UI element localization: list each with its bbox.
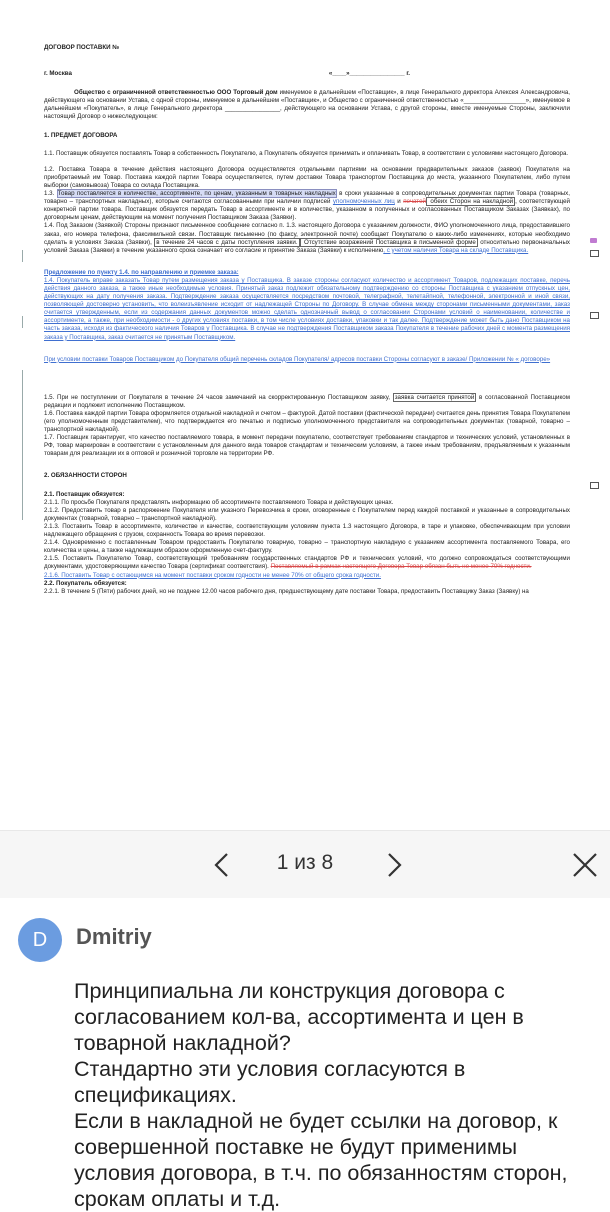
document-content	[44, 44, 570, 596]
page-indicator: 1 из 8	[276, 851, 334, 874]
chevron-left-icon	[213, 852, 231, 878]
comment-line: условия договора, в т.ч. по обязанностям сторон,	[74, 1161, 568, 1185]
date-placeholder: «____»________________ г.	[328, 70, 410, 78]
clause: 1.1. Поставщик обязуется поставлять Товар в собственность Покупателю, а Покупатель обязуется принимать и оплачивать Товар, в соответствии с условиями настоящего Договора.	[44, 149, 569, 157]
boxed-text: в течение 24 часов с даты поступления заявки.	[156, 238, 298, 246]
highlighted-text: Товар поставляется в количестве, ассортименте, по ценам, указанным в товарных накладных	[57, 190, 336, 198]
proposal-title: Предложение по пункту 1.4. по направлению и приемке заказа:	[44, 268, 239, 276]
preamble: Общество с ограниченной ответственностью ООО Торговый дом именуемое в дальнейшем «Поставщик», в лице Генерального директора Алексея Александровича, действующего на основании Устава, с одной стороны, именуемое в дальнейшем «Поставщик», и Общество с ограниченной ответственностью «__________________», именуемое в дальнейшем «Покупатель», в лице Генерального директора ________________, действующего на основании Устава, с другой стороны, вместе именуемые Стороны, заключили настоящий Договор о нижеследующем:	[44, 89, 570, 121]
change-bar	[22, 250, 23, 262]
proposal-text: 1.4. Покупатель вправе заказать Товар путем размещения заказа у Поставщика. В заказе стороны согласуют количество и ассортимент Товаров, подлежащих поставке, перечь действия данного заказа, а также иные необходимые условия. Принятый заказ подлежит обязательному подтверждению со стороны Поставщика с указанием отпускных цен, действующих на дату получения заказа. Подтверждение заказа осуществляется посредством почтовой, телеграфной, телетайпной, телефонной, электронной и иной связи, позволяющей достоверно установить, что волеизъявление исходит от надлежащей Стороны по Договору. В случае обмена между сторонами письменными документами, заказ считается утвержденным, если из содержания данных документов можно сделать однозначный вывод о согласовании Сторонами условий о наименовании, количестве и ассортименте, а также, при необходимости - о других условиях поставки, в том числе условиях доставки, упаковки и так далее. Подтверждение может быть дано Поставщиком на часть заказа, исходя из фактического наличия Товаров у Поставщика. В случае не подтверждения Поставщиком заказа Покупателя в течение рабочих дней с момента размещения заказа у Поставщика, заказ считается не принятым Поставщиком.	[44, 276, 570, 341]
close-button[interactable]	[565, 845, 605, 885]
prev-page-button[interactable]	[202, 845, 242, 885]
clause: 2.2.1. В течение 5 (Пяти) рабочих дней, но не позднее 12.00 часов рабочего дня, предшествующему дате поставки Товара, предоставить Поставщику Заказ (Заявку) на	[44, 587, 529, 595]
inserted-text: уполномоченных лиц	[332, 198, 395, 206]
next-page-button[interactable]	[374, 845, 414, 885]
clause-1-5: 1.5. При не поступлении от Покупателя в течение 24 часов замечаний на скорректированную Поставщиком заявку, заявка считается принятой в согласованной Поставщиком редакции и подлежит исполнению Поставщиком.	[44, 393, 570, 409]
clause: 1.6. Поставка каждой партии Товара оформляется отдельной накладной и счетом – фактурой. Датой поставки (фактической передачи) считается день принятия Товара Покупателем (его уполномоченным представителем), что подтверждается его печатью и подписью уполномоченного представителя на сопроводительных документах (товарной, товарно – транспортной накладной).	[44, 409, 570, 434]
inserted-text: , с учетом наличия Товара на складе Поставщика.	[383, 246, 529, 254]
clause: 2.1.3. Поставить Товар в ассортименте, количестве и качестве, соответствующим условиям пункта 1.3 настоящего Договора, в таре и упаковке, обеспечивающим при условии надлежащего обращения с грузом, сохранность Товара во время перевозки.	[44, 522, 570, 539]
comment-line: Принципиальна ли конструкция договора с	[74, 979, 505, 1003]
clause: 1.7. Поставщик гарантирует, что качество поставляемого товара, в момент передачи покупателю, соответствует требованиям стандартов и технических условий, установленных в РФ, товар маркирован в соответствии с установленным для данного вида товаров стандартам и техническим условиям, а также иным требованиям, предъявляемым к указанным товарам для реализации их в оптовой и розничной торговле на территории РФ.	[44, 434, 570, 458]
comment-marker-icon[interactable]	[590, 238, 597, 243]
clause-1-4: 1.4. Под Заказом (Заявкой) Стороны признают письменное сообщение согласно п. 1.3. настоящего Договора с указанием должности, ФИО уполномоченного лица, предоставившего заказ, его номера телефона, факсимильной связи. Поставщик письменно (по факсу, электронной почте) сообщает Покупателю о каких-либо изменениях, которые необходимо сделать в условиях Заказа (Заявки), в течение 24 часов с даты поступления заявки. Отсутствие возражений Поставщика в письменной форме относительно первоначальных условий Заказа (Заявки) в течение указанного срока означает его согласие и принятие Заказа (Заявки) к исполнению, с учетом наличия Товара на складе Поставщика.	[44, 222, 570, 254]
subsection-heading: 2.2. Покупатель обязуется:	[44, 579, 127, 587]
comment-line: срокам оплаты и т.д.	[74, 1187, 281, 1211]
document-title: ДОГОВОР ПОСТАВКИ №	[44, 44, 120, 51]
comment-line: совершенной поставке не будут применимы	[74, 1135, 518, 1159]
close-icon	[572, 852, 598, 878]
comment-line: Стандартно эти условия согласуются в	[74, 1057, 466, 1081]
comment-line: спецификациях.	[74, 1083, 237, 1107]
page-navigation-bar	[0, 830, 610, 899]
boxed-text: заявка считается принятой	[394, 393, 475, 401]
clause: 2.1.5. Поставить Покупателю Товар, соответствующий требованиям государственных стандартов РФ и технических условий, что должно сопровождаться соответствующими документами, удостоверяющими качество Товара (сертификат соответствия). Поставляемый в рамках настоящего Договора Товар обязан быть не менее 70% годности.	[44, 555, 570, 571]
boxed-text: Отсутствие возражений Поставщика в письменной форме	[301, 238, 476, 246]
proposal-text: При условии поставки Товаров Поставщиком до Покупателя общий перечень складов Покупателя/ адресов поставки Стороны согласуют в заказе/ Приложении № « договоре»	[44, 355, 551, 363]
avatar[interactable]: D	[18, 918, 62, 962]
comment-marker-icon[interactable]	[590, 482, 599, 489]
boxed-text: обеих Сторон на накладной	[427, 198, 514, 206]
chevron-right-icon	[385, 852, 403, 878]
change-bar	[22, 370, 23, 520]
deleted-text: печатей	[403, 198, 426, 206]
city: г. Москва	[44, 70, 72, 78]
subsection-heading: 2.1. Поставщик обязуется:	[44, 490, 125, 498]
clause-1-3: 1.3. Товар поставляется в количестве, ассортименте, по ценам, указанным в товарных накладных в сроки указанные в сопроводительных документах партии Товара (товарных, товарно – транспортных накладных), которые считаются согласованными при наличии подписей уполномоченных лиц и печатей обеих Сторон на накладной , соответствующей конкретной партии товара. Поставщик обязуется передать Товар в ассортименте и в количестве, указанном в полученных и согласованных Поставщиком Заказах (Заявках), по договорным ценам, действующим на момент получения Поставщиком Заказа (Заявки).	[44, 190, 571, 222]
comment-line: согласованием кол-ва, ассортимента и цен в	[74, 1005, 524, 1029]
clause: 1.2. Поставка Товара в течение действия настоящего Договора осуществляется отдельными партиями на основании предварительных заказов (заявок) Покупателя на приобретаемый им Товар. Поставка каждой партии Товара осуществляется, путем доставки Товара транспортом Поставщика до места, указанного Покупателем, либо путем выборки (самовывоза) Товара со склада Поставщика.	[44, 165, 570, 189]
section-heading: 2. ОБЯЗАННОСТИ СТОРОН	[44, 472, 127, 480]
clause: 2.1.4. Одновременно с поставленным Товаром предоставить Покупателю товарную, товарно – транспортную накладную с указанием ассортимента поставляемого Товара, его количества и цены, а также надлежащим образом оформленную счет-фактуру.	[44, 539, 570, 555]
comment-panel	[0, 898, 610, 1211]
clause: 2.1.2. Предоставить товар в распоряжение Покупателя или указного Перевозчика в сроки, оговоренные с Покупателем перед каждой поставкой и указанные в сопроводительных документах (товарной, товарно – транспортной накладной).	[44, 506, 570, 522]
inserted-text: 2.1.6. Поставить Товар с остающимся на момент поставки сроком годности не менее 70% от общего срока годности.	[44, 571, 381, 579]
comment-line: товарной накладной?	[74, 1031, 291, 1055]
comment-text	[74, 978, 584, 1212]
comment-author: Dmitriy	[76, 924, 152, 949]
change-bar	[22, 316, 23, 328]
comment-line: Если в накладной не будет ссылки на договор, к	[74, 1109, 558, 1133]
city-date-line	[44, 70, 570, 78]
comment-marker-icon[interactable]	[590, 312, 599, 319]
section-heading: 1. ПРЕДМЕТ ДОГОВОРА	[44, 131, 118, 139]
clause: 2.1.1. По просьбе Покупателя представлять информацию об ассортименте поставляемого Товара и действующих ценах.	[44, 498, 394, 506]
comment-marker-icon[interactable]	[590, 250, 599, 257]
deleted-text: Поставляемый в рамках настоящего Договора Товар обязан быть не менее 70% годности.	[270, 563, 532, 571]
